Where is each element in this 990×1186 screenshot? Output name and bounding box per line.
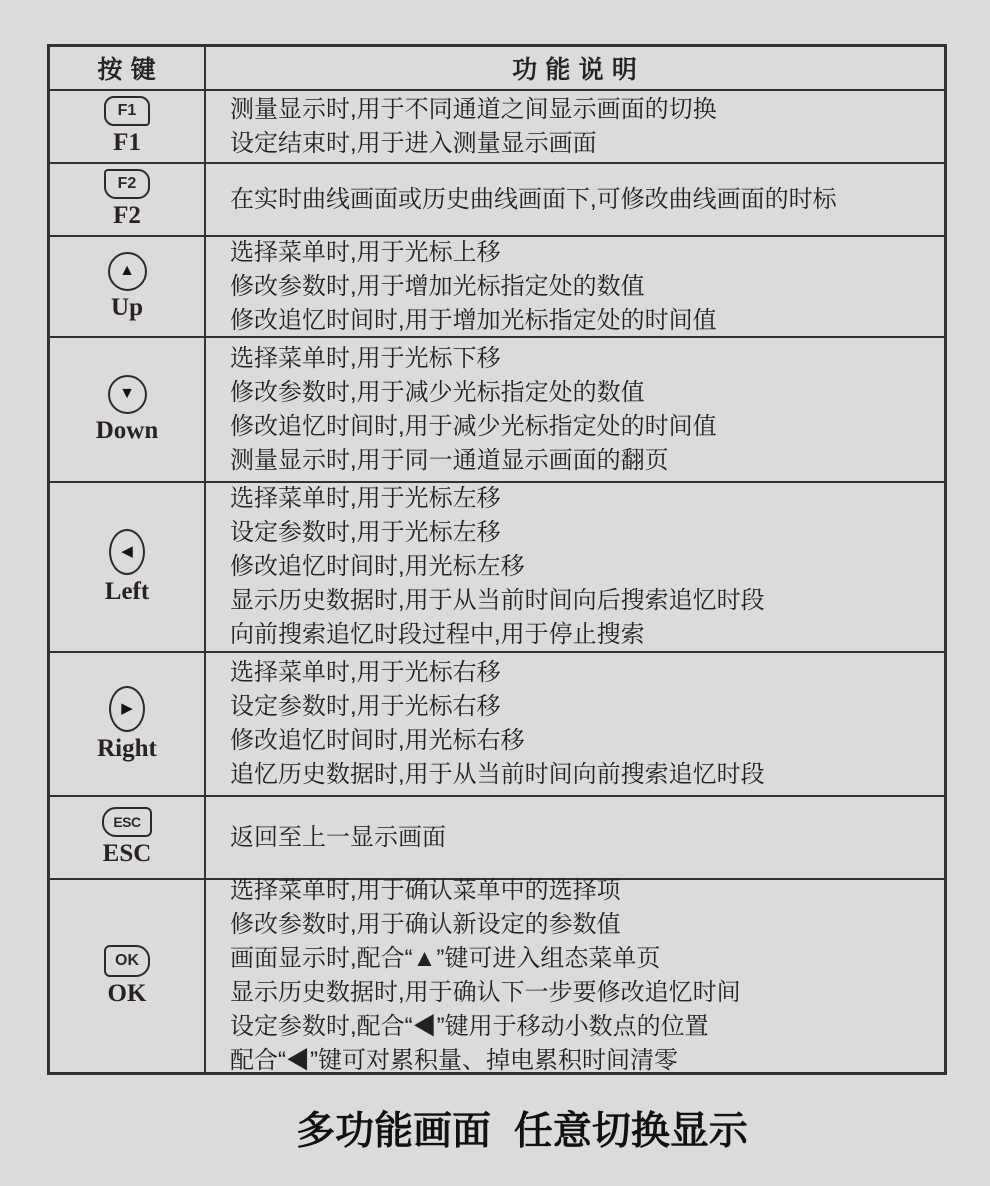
right-triangle-glyph: ▶ <box>121 700 133 718</box>
column-header-function <box>206 47 944 89</box>
left-function-cell <box>206 483 944 651</box>
function-description-line: 画面显示时,配合“▲”键可进入组态菜单页 <box>230 945 661 972</box>
function-description-line: 修改追忆时间时,用光标右移 <box>230 727 525 754</box>
down-key-label: Down <box>95 416 159 444</box>
up-key-cell <box>50 237 206 336</box>
up-key-label: Up <box>111 293 143 321</box>
right-key-cell <box>50 653 206 795</box>
table-row-f2 <box>50 162 944 235</box>
f2-key-label: F2 <box>113 202 141 230</box>
function-description-line: 修改追忆时间时,用光标左移 <box>230 553 525 580</box>
up-arrow-key-icon <box>108 252 147 291</box>
f1-key-cell <box>50 91 206 162</box>
function-description-line: 显示历史数据时,用于确认下一步要修改追忆时间 <box>230 979 741 1006</box>
key-function-table <box>47 44 947 1075</box>
ok-function-cell <box>206 877 944 1074</box>
function-description-line: 选择菜单时,用于光标上移 <box>230 238 501 266</box>
down-arrow-key-icon <box>108 375 147 414</box>
left-triangle-glyph: ◀ <box>121 543 133 561</box>
down-function-cell <box>206 338 944 481</box>
function-description-line: 显示历史数据时,用于从当前时间向后搜索追忆时段 <box>230 587 765 614</box>
f2-function-cell <box>206 164 944 235</box>
function-description-line: 配合“◀”键可对累积量、掉电累积时间清零 <box>230 1047 678 1074</box>
table-row-ok <box>50 878 944 1072</box>
function-description-line: 修改参数时,用于增加光标指定处的数值 <box>230 272 645 300</box>
table-row-down <box>50 336 944 481</box>
function-description-line: 选择菜单时,用于确认菜单中的选择项 <box>230 877 621 904</box>
right-arrow-key-icon <box>109 686 145 732</box>
function-description-line: 向前搜索追忆时段过程中,用于停止搜索 <box>230 621 645 648</box>
function-description-line: 修改参数时,用于确认新设定的参数值 <box>230 911 621 938</box>
column-header-key <box>50 47 206 89</box>
left-arrow-key-icon <box>109 529 145 575</box>
table-row-esc <box>50 795 944 878</box>
esc-function-cell <box>206 797 944 878</box>
table-row-up <box>50 235 944 336</box>
up-triangle-glyph: ▲ <box>119 262 135 280</box>
function-description-line: 选择菜单时,用于光标右移 <box>230 659 501 686</box>
left-key-label: Left <box>104 577 150 605</box>
function-description-line: 在实时曲线画面或历史曲线画面下,可修改曲线画面的时标 <box>230 185 837 213</box>
esc-key-cell <box>50 797 206 878</box>
f2-key-cell <box>50 164 206 235</box>
function-description-line: 设定参数时,配合“◀”键用于移动小数点的位置 <box>230 1013 709 1040</box>
esc-key-icon: ESC <box>102 807 152 837</box>
table-header-row <box>50 47 944 89</box>
f2-key-icon: F2 <box>104 169 150 199</box>
function-description-line: 选择菜单时,用于光标左移 <box>230 485 501 512</box>
function-description-line: 设定参数时,用于光标左移 <box>230 519 501 546</box>
f1-function-cell <box>206 91 944 162</box>
right-key-label: Right <box>97 734 157 762</box>
ok-key-icon: OK <box>104 945 150 977</box>
table-row-left <box>50 481 944 651</box>
function-description-line: 设定参数时,用于光标右移 <box>230 693 501 720</box>
function-description-line: 测量显示时,用于同一通道显示画面的翻页 <box>230 446 669 474</box>
function-description-line: 修改参数时,用于减少光标指定处的数值 <box>230 378 645 406</box>
function-description-line: 修改追忆时间时,用于增加光标指定处的时间值 <box>230 306 717 334</box>
f1-key-label: F1 <box>113 129 141 157</box>
function-description-line: 选择菜单时,用于光标下移 <box>230 344 501 372</box>
left-key-cell <box>50 483 206 651</box>
function-description-line: 设定结束时,用于进入测量显示画面 <box>230 129 597 157</box>
ok-key-label: OK <box>107 979 147 1007</box>
esc-key-label: ESC <box>102 840 152 868</box>
key-column-header-label: 按 键 <box>97 57 157 84</box>
table-row-f1 <box>50 89 944 162</box>
f1-key-icon: F1 <box>104 96 150 126</box>
up-function-cell <box>206 237 944 336</box>
function-description-line: 测量显示时,用于不同通道之间显示画面的切换 <box>230 95 717 123</box>
function-column-header-label: 功 能 说 明 <box>512 57 638 84</box>
page-title: 多功能画面 任意切换显示 <box>296 1110 748 1153</box>
function-description-line: 修改追忆时间时,用于减少光标指定处的时间值 <box>230 412 717 440</box>
function-description-line: 返回至上一显示画面 <box>230 823 446 851</box>
right-function-cell <box>206 653 944 795</box>
down-triangle-glyph: ▼ <box>119 385 135 403</box>
down-key-cell <box>50 338 206 481</box>
ok-key-cell <box>50 880 206 1072</box>
function-description-line: 追忆历史数据时,用于从当前时间向前搜索追忆时段 <box>230 761 765 788</box>
table-row-right <box>50 651 944 795</box>
